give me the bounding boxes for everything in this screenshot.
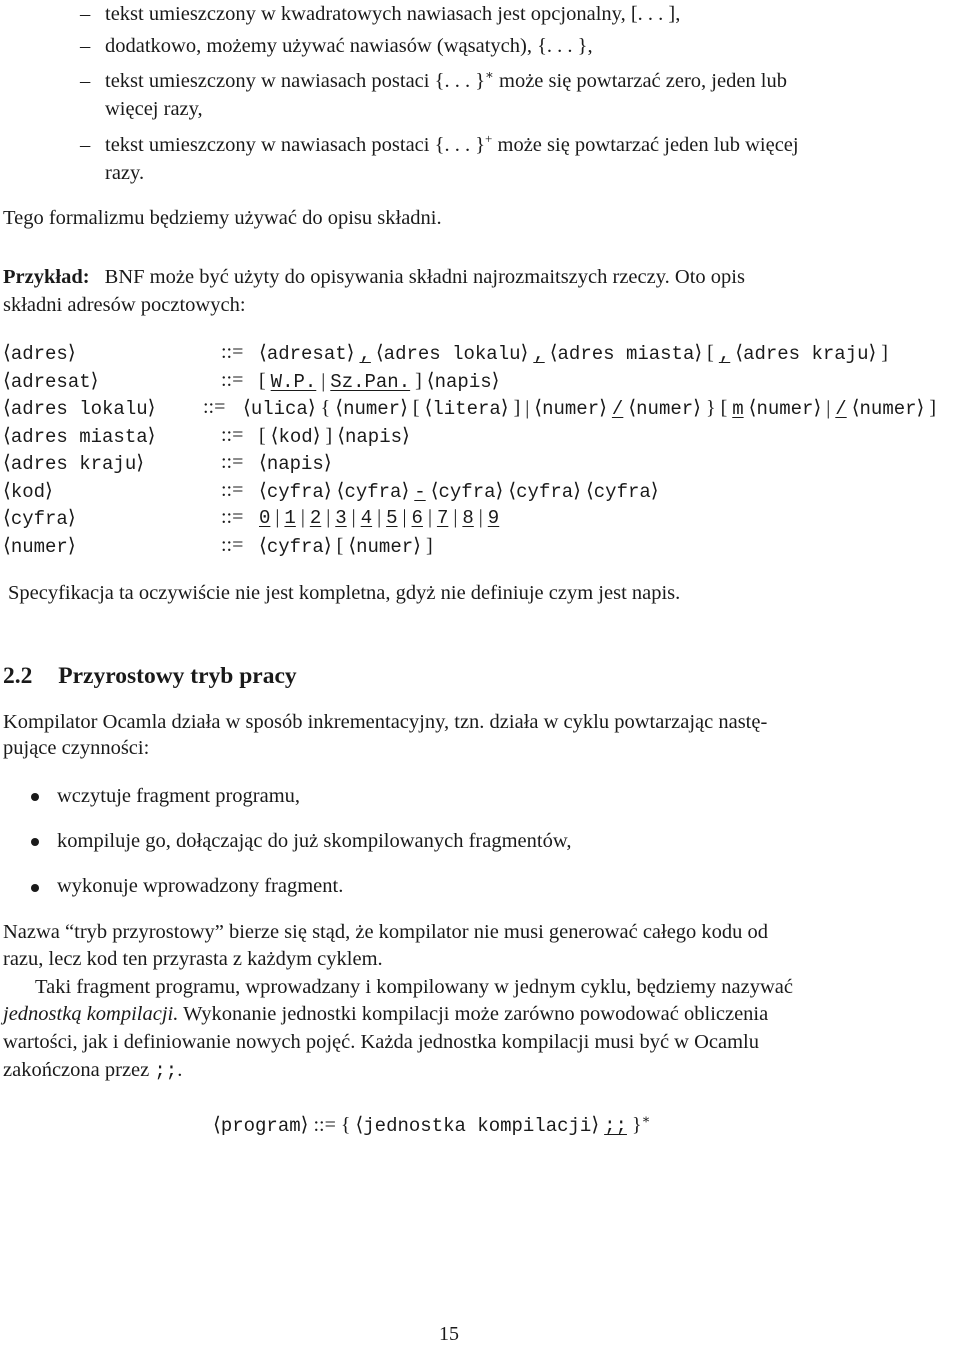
list-item: wczytuje fragment programu, [57, 785, 301, 807]
section-number: 2.2 [3, 663, 33, 689]
rule-lhs: ⟨adres lokalu⟩ [3, 395, 156, 420]
bullet-dot [31, 884, 39, 892]
paragraph-nazwa-continuation: razu, lecz kod ten przyrasta z każdym cyklem. [3, 948, 383, 970]
list-item: tekst umieszczony w nawiasach postaci {. . . }+ może się powtarzać jeden lub więcej [105, 131, 799, 156]
rule-operator: ::= [221, 368, 244, 391]
rule-lhs: ⟨adres miasta⟩ [3, 422, 156, 448]
rule-operator: ::= [221, 341, 244, 363]
paragraph-taki-line4: zakończona przez ;;. [3, 1059, 183, 1082]
rule-rhs: ⟨ulica⟩ { ⟨numer⟩ [ ⟨litera⟩ ] | ⟨numer⟩ / ⟨numer⟩ } [ m ⟨numer⟩ | / ⟨numer⟩ ] [243, 395, 937, 420]
list-item: dodatkowo, możemy używać nawiasów (wąsatych), {. . . }, [105, 35, 593, 57]
rule-lhs: ⟨adresat⟩ [3, 367, 99, 393]
rule-rhs: [ W.P. | Sz.Pan. ] ⟨napis⟩ [259, 367, 500, 393]
emphasis-term: jednostką kompilacji. [3, 1003, 179, 1025]
example-label: Przykład: [3, 266, 90, 288]
section-title: Przyrostowy tryb pracy [58, 663, 297, 689]
section-heading [3, 663, 297, 690]
list-dash: – [80, 35, 91, 57]
rule-rhs: ⟨cyfra⟩ [ ⟨numer⟩ ] [259, 532, 433, 558]
list-dash: – [80, 3, 91, 25]
list-item-continuation: razy. [105, 162, 145, 184]
paragraph-ocaml-continuation: pujące czynności: [3, 737, 150, 759]
list-item: tekst umieszczony w kwadratowych nawiasach jest opcjonalny, [. . . ], [105, 3, 681, 25]
rule-lhs: ⟨numer⟩ [3, 532, 76, 558]
rule-operator: ::= [221, 451, 244, 473]
rule-rhs: 0 | 1 | 2 | 3 | 4 | 5 | 6 | 7 | 8 | 9 [259, 506, 500, 529]
example-text: BNF może być użyty do opisywania składni najrozmaitszych rzeczy. Oto opis [104, 266, 745, 288]
rule-operator: ::= [221, 506, 244, 528]
program-rule: ⟨program⟩ ::= { ⟨jednostka kompilacji⟩ ;; }∗ [213, 1111, 651, 1137]
list-item-continuation: więcej razy, [105, 98, 203, 120]
paragraph-nazwa: Nazwa “tryb przyrostowy” bierze się stąd, że kompilator nie musi generować całego kodu od [3, 921, 769, 943]
page-number: 15 [439, 1323, 459, 1345]
code-terminal: ;; [604, 1115, 627, 1137]
bullet-dot [31, 793, 39, 801]
rule-operator: ::= [313, 1114, 336, 1136]
list-item: wykonuje wprowadzony fragment. [57, 875, 344, 897]
paragraph-formalizm: Tego formalizmu będziemy używać do opisu składni. [3, 207, 442, 229]
rule-lhs: ⟨adres kraju⟩ [3, 450, 145, 475]
rule-rhs: ⟨adresat⟩ , ⟨adres lokalu⟩ , ⟨adres miasta⟩ [ , ⟨adres kraju⟩ ] [259, 340, 888, 365]
rule-operator: ::= [221, 533, 244, 556]
bullet-dot [31, 838, 39, 846]
rule-rhs: ⟨cyfra⟩ ⟨cyfra⟩ - ⟨cyfra⟩ ⟨cyfra⟩ ⟨cyfra⟩ [259, 477, 659, 503]
example-second-line: składni adresów pocztowych: [3, 294, 246, 316]
rule-operator: ::= [221, 423, 244, 446]
list-item: kompiluje go, dołączając do już skompilowanych fragmentów, [57, 830, 572, 852]
rule-operator: ::= [203, 396, 226, 418]
list-dash: – [80, 70, 91, 92]
rule-lhs: ⟨kod⟩ [3, 477, 53, 503]
paragraph-taki-line3: wartości, jak i definiowanie nowych pojęć. Każda jednostka kompilacji musi być w Ocamlu [3, 1031, 760, 1053]
paragraph-taki: Taki fragment programu, wprowadzany i kompilowany w jednym cyklu, będziemy nazywać [35, 976, 793, 998]
rule-operator: ::= [221, 478, 244, 501]
list-dash: – [80, 134, 91, 156]
code-inline: ;; [154, 1060, 178, 1082]
example-first-line [3, 263, 745, 292]
paragraph-taki-line2: jednostką kompilacji. Wykonanie jednostki kompilacji może zarówno powodować obliczenia [3, 1003, 769, 1025]
rule-rhs: [ ⟨kod⟩ ] ⟨napis⟩ [259, 422, 410, 448]
list-item: tekst umieszczony w nawiasach postaci {. . . }∗ może się powtarzać zero, jeden lub [105, 67, 788, 92]
rule-rhs: ⟨napis⟩ [259, 450, 332, 475]
rule-lhs: ⟨cyfra⟩ [3, 505, 76, 530]
paragraph-specyfikacja: Specyfikacja ta oczywiście nie jest kompletna, gdyż nie definiuje czym jest napis. [8, 582, 681, 604]
rule-lhs: ⟨adres⟩ [3, 340, 76, 365]
paragraph-ocaml: Kompilator Ocamla działa w sposób inkrementacyjny, tzn. działa w cyklu powtarzając nastę- [3, 711, 768, 733]
